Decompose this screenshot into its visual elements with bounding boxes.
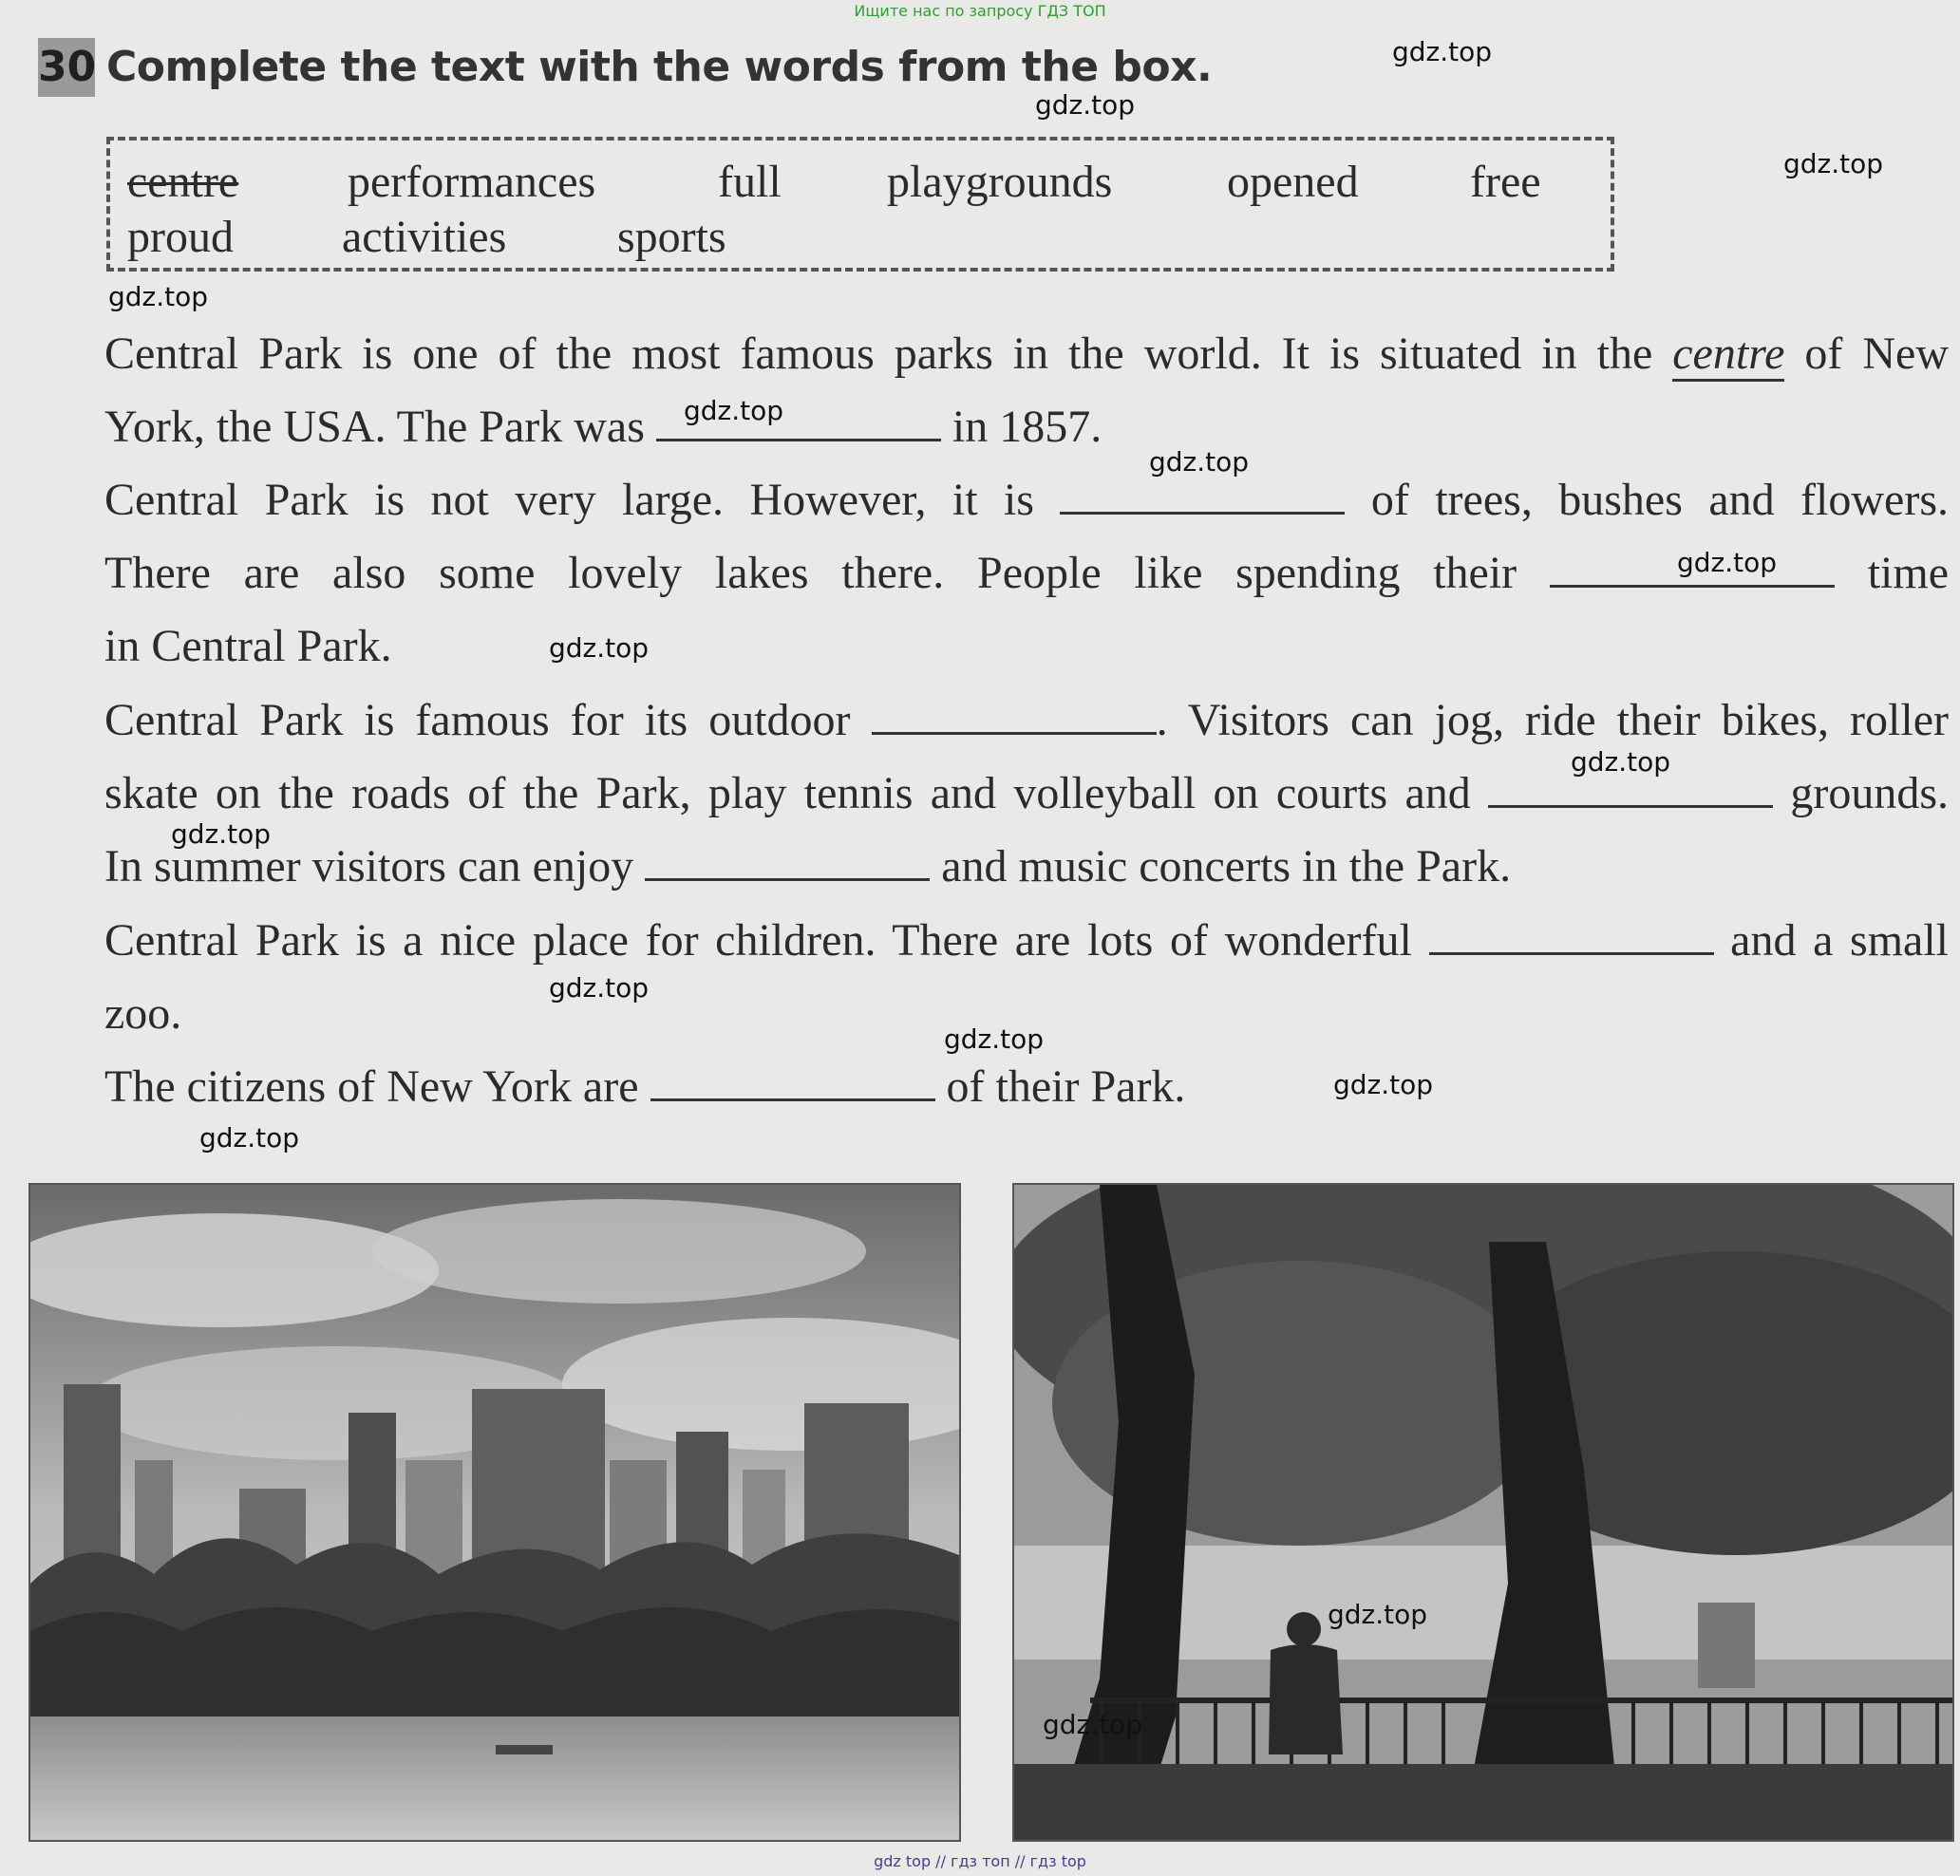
photo-skyline [28, 1183, 961, 1842]
text-segment: Central Park is not very large. However, it is [104, 475, 1061, 525]
watermark: gdz.top [1677, 547, 1778, 578]
watermark: gdz.top [171, 818, 272, 850]
text-segment: grounds. [1773, 768, 1949, 818]
answer-blank-2[interactable] [1060, 474, 1345, 515]
top-banner[interactable]: Ищите нас по запросу ГДЗ ТОП [854, 2, 1106, 20]
text-segment: and a small [1713, 915, 1949, 966]
watermark: gdz.top [1328, 1599, 1428, 1630]
watermark: gdz.top [1392, 36, 1493, 67]
word-box-item-performances: performances [348, 157, 596, 207]
text-segment: Central Park is one of the most famous parks in the world. It is situated in the [104, 328, 1673, 379]
paragraph-2 [104, 463, 1949, 683]
watermark: gdz.top [1571, 746, 1671, 778]
word-box-item-activities: activities [342, 212, 507, 262]
text-segment: of their Park. [934, 1061, 1186, 1112]
text-segment: and music concerts in the Park. [930, 841, 1512, 891]
word-box-item-centre: centre [127, 157, 239, 207]
text-segment: zoo. [104, 988, 182, 1039]
photo-park-trees-image [1014, 1185, 1952, 1840]
answer-blank-8[interactable] [650, 1060, 935, 1101]
text-segment: York, the USA. The Park was [104, 402, 656, 452]
text-segment: of trees, bushes and flowers. [1345, 475, 1950, 525]
word-box-item-sports: sports [617, 212, 726, 262]
watermark: gdz.top [1783, 148, 1884, 179]
text-segment: The citizens of New York are [104, 1061, 650, 1112]
text-segment: skate on the roads of the Park, play tennis and volleyball on courts and [104, 768, 1489, 818]
text-segment: Central Park is famous for its outdoor [104, 695, 872, 745]
photo-skyline-image [30, 1185, 959, 1840]
text-segment: time [1834, 548, 1950, 598]
watermark: gdz.top [1333, 1069, 1434, 1100]
answer-blank-4[interactable] [872, 694, 1157, 735]
word-box-item-free: free [1470, 157, 1541, 207]
watermark: gdz.top [199, 1122, 300, 1154]
text-segment: Central Park is a nice place for children. There are lots of wonderful [104, 915, 1429, 966]
watermark: gdz.top [108, 281, 209, 312]
word-box [106, 137, 1614, 272]
text-segment: There are also some lovely lakes there. People like spending their [104, 548, 1550, 598]
text-segment: in Central Park. [104, 621, 392, 671]
watermark: gdz.top [549, 972, 650, 1004]
watermark: gdz.top [1149, 446, 1250, 478]
watermark: gdz.top [1043, 1709, 1143, 1740]
word-box-item-playgrounds: playgrounds [887, 157, 1113, 207]
word-box-item-opened: opened [1227, 157, 1359, 207]
answer-blank-7[interactable] [1429, 914, 1714, 955]
exercise-number: 30 [38, 38, 95, 97]
answer-blank-6[interactable] [645, 840, 930, 881]
paragraph-1 [104, 317, 1949, 463]
watermark: gdz.top [684, 395, 784, 426]
watermark: gdz.top [549, 632, 650, 664]
text-segment: of New [1784, 328, 1950, 379]
text-segment: . Visitors can jog, ride their bikes, roller [1156, 695, 1949, 745]
text-segment: in 1857. [940, 402, 1102, 452]
text-segment: In summer visitors can enjoy [104, 841, 646, 891]
exercise-title: Complete the text with the words from the box. [106, 43, 1213, 91]
photo-park-trees [1012, 1183, 1954, 1842]
paragraph-3 [104, 684, 1949, 903]
word-box-item-proud: proud [127, 212, 234, 262]
paragraph-5 [104, 1050, 1949, 1123]
example-answer: centre [1672, 328, 1784, 382]
word-box-item-full: full [718, 157, 782, 207]
watermark: gdz.top [1035, 89, 1136, 121]
watermark: gdz.top [944, 1023, 1045, 1055]
bottom-banner[interactable]: gdz top // гдз топ // гдз top [874, 1852, 1086, 1870]
